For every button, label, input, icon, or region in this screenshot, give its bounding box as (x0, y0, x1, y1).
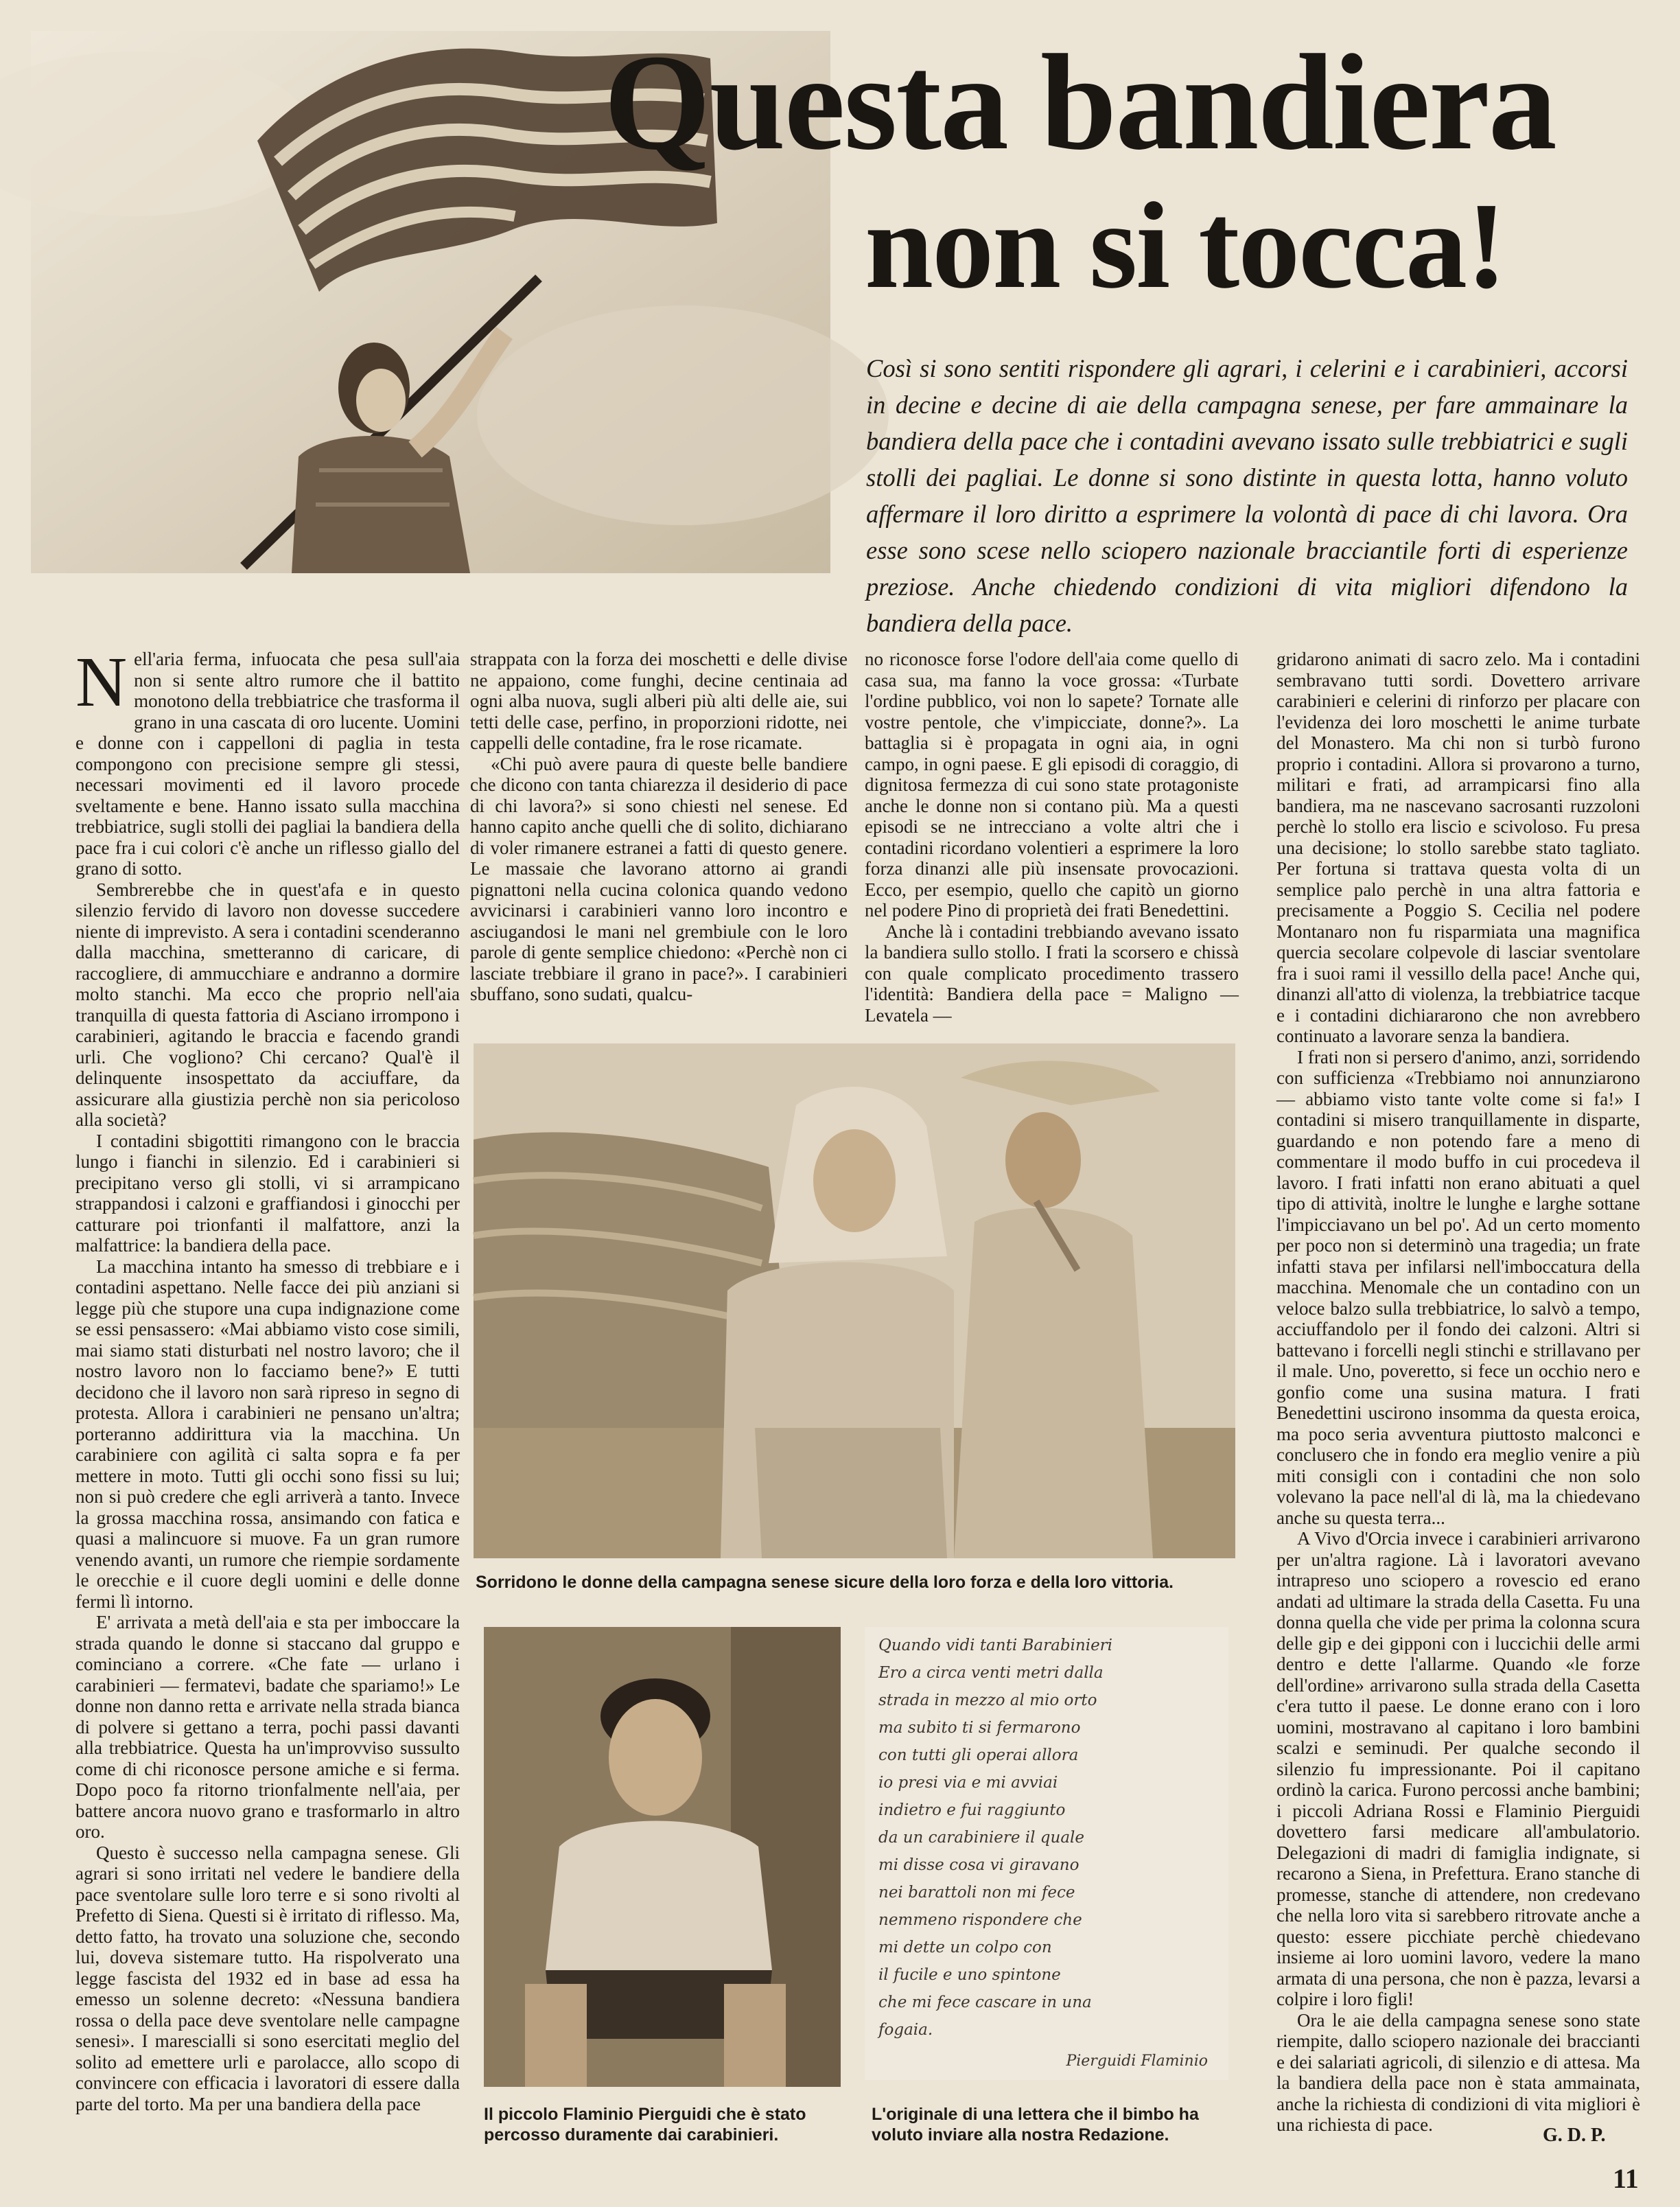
handwritten-letter (865, 1627, 1228, 2080)
letter-line: che mi fece cascare in una (878, 1994, 1092, 2011)
paragraph: «Chi può avere paura di queste belle bandiere che dicono con tanta chiarezza il desiderio di pace di chi lavora?» si sono chiesti nel senese. Ed hanno capito anche quelli che di solito, dichiarano di voler rimanere estranei a fatti di questo genere. Le massaie che lavorano attorno ai grandi pignattoni nella cucina colonica quando vedono avvicinarsi i carabinieri vanno loro incontro e asciugandosi le mani nel grembiule con le loro parole di gente semplice chiedono: «Perchè non ci lasciate trebbiare il grano in pace?». I carabinieri sbuffano, sono sudati, qualcu- (470, 753, 848, 1004)
paragraph: strappata con la forza dei moschetti e delle divise ne appaiono, come funghi, decine centinaia ad ogni alba nuova, sugli alberi più alti delle aie, sui tetti delle case, perfino, in proporzioni ridotte, nei cappelli delle contadine, fra le rose ricamate. (470, 649, 848, 753)
letter-line: mi dette un colpo con (878, 1939, 1052, 1956)
paragraph: ell'aria ferma, infuocata che pesa sull'aia non si sente altro rumore che il battito monotono della trebbiatrice che trasforma il grano in una cascata di oro lucente. Uomini e donne con i cappelloni di paglia in testa compongono con precisione sempre gli stessi, necessari movimenti ed il lavoro procede sveltamente e bene. Hanno issato sulla macchina trebbiatrice, sugli stolli dei pagliai la bandiera della pace fra i cui colori c'è anche un riflesso giallo del grano di sotto. (75, 649, 460, 879)
letter-line: indietro e fui raggiunto (878, 1801, 1066, 1819)
letter-line: con tutti gli operai allora (878, 1746, 1079, 1764)
letter-line: io presi via e mi avviai (878, 1774, 1058, 1792)
letter-line: Ero a circa venti metri dalla (878, 1664, 1104, 1682)
letter-line: nei barattoli non mi fece (878, 1884, 1075, 1902)
letter-line: fogaia. (878, 2021, 933, 2039)
letter-caption: L'originale di una lettera che il bimbo ha voluto inviare alla nostra Redazione. (872, 2105, 1199, 2145)
women-photo (474, 1043, 1235, 1558)
article-column-4 (1276, 649, 1640, 2135)
paragraph: I frati non si persero d'animo, anzi, sorridendo con sufficienza «Trebbiamo noi annunziarono — abbiamo visto tante volte come si fa!» I contadini si misero tranquillamente in disparte, guardando e non potendo fare a meno di commentare il modo buffo in cui procedeva il lavoro. I frati infatti non erano abituati a quel tipo di attività, inoltre le lunghe e larghe sottane l'impicciavano un bel po'. Ad un certo momento per poco non si determinò una tragedia; un frate infatti stava per infilarsi nell'imboccatura della macchina. Menomale che un contadino con un veloce balzo sulla trebbiatrice, lo salvò a tempo, acciuffandolo per il fondo dei calzoni. Altri si battevano i forcelli negli stinchi e strillavano per il male. Uno, poveretto, si fece un occhio nero e gonfio come una susina matura. I frati Benedettini uscirono insomma da questa eroica, ma poco seria avventura piuttosto malconci e conclusero che in fondo era meglio venire a più miti consigli con i contadini che non solo volevano la pace nell'al di là, ma la chiedevano anche su questa terra... (1276, 1046, 1640, 1528)
boy-photo-caption: Il piccolo Flaminio Pierguidi che è stato percosso duramente dai carabinieri. (484, 2105, 806, 2145)
paragraph: La macchina intanto ha smesso di trebbiare e i contadini aspettano. Nelle facce dei più anziani si legge più che stupore una cupa indignazione come se essi pensassero: «Mai abbiamo visto cose simili, mai siamo stati disturbati nel nostro lavoro; che il nostro lavoro non lo facciamo bene?» E tutti decidono che il lavoro non sarà ripreso in segno di protesta. Allora i carabinieri ne pensano un'altra; porteranno addirittura via la macchina. Un carabiniere con agilità ci salta sopra e fa per mettere in moto. Tutti gli occhi sono fissi su lui; non si può credere che egli arriverà a tanto. Invece la grossa macchina rossa, ansimando con fatica e quasi a malincuore si muove. Fa un gran rumore venendo avanti, un rumore che riempie sordamente le orecchie e il cuore degli uomini e delle donne fermi lì intorno. (75, 1256, 460, 1612)
paragraph: Anche là i contadini trebbiando avevano issato la bandiera sullo stollo. I frati la scorsero e chissà con quale complicato procedimento trassero l'identità: Bandiera della pace = Maligno — Levatela — (865, 921, 1239, 1026)
article-column-3 (865, 649, 1239, 1033)
paragraph: no riconosce forse l'odore dell'aia come quello di casa sua, ma fanno la voce grossa: «Turbate l'ordine pubblico, voi non lo sapete? Tornate alle vostre pentole, che v'impicciate, donne?». La battaglia si è propagata in ogni aia, in ogni campo, in ogni paese. E gli episodi di coraggio, di dignitosa fermezza di cui sono state protagoniste anche le donne non si contano più. Ma a questi episodi se ne intrecciano a volte altri che i contadini ricordano volentieri a esprimere la loro forza dinanzi alle più insensate provocazioni. Ecco, per esempio, quello che capitò un giorno nel podere Pino di proprietà dei frati Benedettini. (865, 649, 1239, 921)
letter-line: mi disse cosa vi giravano (878, 1856, 1080, 1874)
paragraph: gridarono animati di sacro zelo. Ma i contadini sembravano tutti sordi. Dovettero arrivare carabinieri e celerini di rinforzo per placare con l'evidenza dei loro moschetti le anime turbate del Monastero. Ma chi non si turbò furono proprio i contadini. Allora si provarono a turno, militari e frati, ad arrampicarsi fino alla bandiera, ma ne nascevano sacrosanti ruzzoloni perchè lo stollo era liscio e scivoloso. Fu presa una decisione; lo stollo sarebbe stato tagliato. Per fortuna si trattava questa volta di un semplice palo perchè in una altra fattoria e precisamente a Poggio S. Cecilia nel podere Montanaro non fu risparmiata una magnifica quercia secolare colpevole di lasciar sventolare fra i suoi rami il vessillo della pace! Anche qui, dinanzi all'atto di violenza, la trebbiatrice tacque e i contadini dichiararono che non avrebbero continuato a lavorare senza la bandiera. (1276, 649, 1640, 1046)
article-column-2 (470, 649, 848, 1033)
lead-paragraph: Così si sono sentiti rispondere gli agrari, i celerini e i carabinieri, accorsi in decine e decine di aie della campagna senese, per fare ammainare la bandiera della pace che i contadini avevano issato sulle trebbiatrici e sugli stolli dei pagliai. Le donne si sono distinte in questa lotta, hanno voluto affermare il loro diritto a esprimere la volontà di pace di chi lavora. Ora esse sono scese nello sciopero nazionale bracciantile forti di esperienze preziose. Anche chiedendo condizioni di vita migliori difendono la bandiera della pace. (866, 354, 1628, 637)
paragraph: A Vivo d'Orcia invece i carabinieri arrivarono per un'altra ragione. Là i lavoratori avevano intrapreso uno sciopero a rovescio ed erano andati ad ultimare la strada della Casetta. Fu una donna quella che vide per prima la colonna scura delle gip e dei gipponi con i luccichii delle armi dentro e dette l'allarme. Quando «le forze dell'ordine» arrivarono sulla strada della Casetta c'era tutto il paese. Le donne erano con i loro uomini, mostravano al capitano i loro bambini scalzi e seminudi. Per qualche secondo il silenzio fu impressionante. Poi il capitano ordinò la carica. Furono percossi anche bambini; i piccoli Adriana Rossi e Flaminio Pierguidi dovettero farsi medicare all'ambulatorio. Delegazioni di madri di famiglia indignate, si recarono a Siena, in Prefettura. Erano stanche di promesse, stanche di attendere, non credevano che nella loro vita si sarebbero ritrovate anche a questo: essere picchiate perchè chiedevano insieme ai loro uomini lavoro, vedere la mano armata di una persona, che non è pazza, levarsi a colpire i loro figli! (1276, 1528, 1640, 2009)
article-column-1 (75, 643, 460, 2180)
paragraph: Questo è successo nella campagna senese. Gli agrari si sono irritati nel vedere le bandiere della pace sventolare sulle loro terre e si sono rivolti al Prefetto di Siena. Questi si è irritato di riflesso. Ma, detto fatto, ha trovato una soluzione che, secondo lui, doveva sistemare tutto. Ha rispolverato una legge fascista del 1932 ed in base ad essa ha emesso un solenne decreto: «Nessuna bandiera rossa o della pace deve sventolare nelle campagne senesi». I marescialli si sono esercitati meglio del solito ad emettere urli e parolacce, allo scopo di convincere con efficacia i lavoratori di essere dalla parte del torto. Ma per una bandiera della pace (75, 1842, 460, 2114)
boy-photo (484, 1627, 841, 2087)
letter-line: strada in mezzo al mio orto (878, 1691, 1097, 1709)
letter-line: ma subito ti si fermarono (878, 1719, 1081, 1737)
headline-line-2: non si tocca! (865, 177, 1506, 314)
letter-line: Quando vidi tanti Barabinieri (878, 1637, 1113, 1654)
author-signature: G. D. P. (1543, 2125, 1606, 2146)
paragraph: Sembrerebbe che in quest'afa e in questo silenzio fervido di lavoro non dovesse succedere niente di imprevisto. A sera i contadini scenderanno dalla macchina, smetteranno di caricare, di raccogliere, di ammucchiare e andranno a dormire molto stanchi. Ma ecco che proprio nell'aia tranquilla di questa fattoria di Asciano irrompono i carabinieri, agitando le braccia e facendo grandi urli. Che vogliono? Chi cercano? Qual'è il delinquente insospettato da acciuffare, da assicurare alla giustizia perchè non sia pericoloso alla società? (75, 879, 460, 1130)
headline-line-1: Questa bandiera (604, 27, 1556, 178)
page-number: 11 (1613, 2163, 1639, 2194)
letter-line: da un carabiniere il quale (878, 1829, 1084, 1847)
paragraph: E' arrivata a metà dell'aia e sta per imboccare la strada quando le donne si staccano dal gruppo e cominciano a correre. «Che fate — urlano i carabinieri — fermatevi, badate che spariamo!» Le donne non danno retta e arrivate nella strada bianca di polvere si gettano a terra, pochi passi davanti alla trebbiatrice. Questa ha un'improvviso sussulto come di chi riconosce persone amiche e si ferma. Dopo poco fa ritorno trionfalmente nell'aia, per battere ancora nuovo grano e trasformarlo in altro oro. (75, 1612, 460, 1842)
letter-line: nemmeno rispondere che (878, 1911, 1082, 1929)
paragraph: I contadini sbigottiti rimangono con le braccia lungo i fianchi in silenzio. Ed i carabinieri si precipitano verso gli stolli, vi si arrampicano strappandosi i calzoni e graffiandosi i ginocchi per catturare poi trionfanti il malfattore, anzi la malfattrice: la bandiera della pace. (75, 1130, 460, 1256)
women-photo-caption: Sorridono le donne della campagna senese sicure della loro forza e della loro vittoria. (476, 1573, 1174, 1592)
paragraph: Ora le aie della campagna senese sono state riempite, dallo sciopero nazionale dei braccianti e dei salariati agricoli, di silenzio e di attesa. Ma la bandiera della pace non è stata ammainata, anche la richiesta di condizioni di vita migliori è una richiesta di pace. (1276, 2009, 1640, 2135)
letter-line: il fucile e uno spintone (878, 1966, 1061, 1984)
letter-signature: Pierguidi Flaminio (1066, 2053, 1208, 2070)
drop-cap: N (75, 643, 128, 721)
